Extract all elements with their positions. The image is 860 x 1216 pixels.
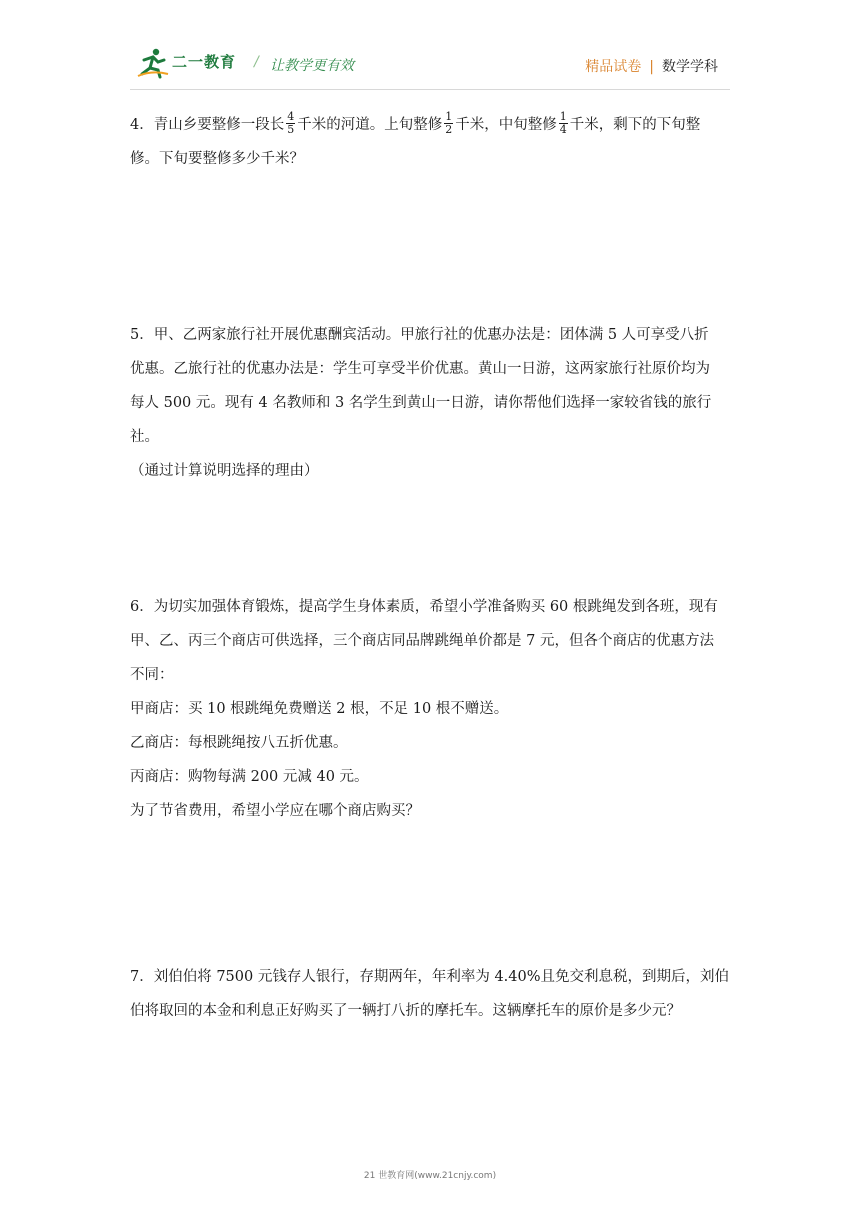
question-5-line-1: 5．甲、乙两家旅行社开展优惠酬宾活动。甲旅行社的优惠办法是：团体满 5 人可享受八折 [130, 327, 709, 343]
q4-text-1: 4．青山乡要整修一段长 [130, 117, 285, 133]
question-4-line-2: 修。下旬要整修多少千米？ [130, 151, 304, 167]
question-6-line-3: 不同： [130, 667, 174, 683]
header-divider [130, 89, 730, 90]
fraction-1-4: $\frac{1}{4}$ [559, 109, 567, 136]
brand-left: 精品试卷 [585, 59, 642, 75]
question-6-line-1: 6．为切实加强体育锻炼，提高学生身体素质，希望小学准备购买 60 根跳绳发到各班，现有 [130, 599, 718, 615]
question-7-line-1: 7．刘伯伯将 7500 元钱存人银行，存期两年，年利率为 4.40%且免交利息税，到期后，刘伯 [130, 969, 730, 985]
logo [136, 46, 246, 82]
question-7 [130, 960, 735, 1028]
question-6-line-4: 甲商店：买 10 根跳绳免费赠送 2 根，不足 10 根不赠送。 [130, 701, 509, 717]
fraction-1-2: $\frac{1}{2}$ [445, 109, 453, 136]
question-5 [130, 318, 735, 488]
slogan-separator: / [254, 54, 259, 70]
question-6-line-6: 丙商店：购物每满 200 元减 40 元。 [130, 769, 369, 785]
question-6-line-5: 乙商店：每根跳绳按八五折优惠。 [130, 735, 348, 751]
slogan: 让教学更有效 [270, 58, 354, 74]
q4-text-3: 千米，中旬整修 [455, 117, 557, 133]
brand-label [585, 56, 718, 76]
question-6-line-7: 为了节省费用，希望小学应在哪个商店购买？ [130, 803, 420, 819]
question-4 [130, 108, 735, 176]
page-footer: 21 世教育网(www.21cnjy.com) [363, 1171, 497, 1181]
logo-text: 二一教育 [172, 53, 237, 71]
question-6-line-2: 甲、乙、丙三个商店可供选择，三个商店同品牌跳绳单价都是 7 元，但各个商店的优惠方法 [130, 633, 714, 649]
question-4-line-1 [130, 108, 735, 142]
q4-text-2: 千米的河道。上旬整修 [297, 117, 443, 133]
question-6 [130, 590, 735, 828]
fraction-4-5: $\frac{4}{5}$ [287, 109, 295, 136]
brand-separator: | [649, 59, 654, 75]
question-5-line-2: 优惠。乙旅行社的优惠办法是：学生可享受半价优惠。黄山一日游，这两家旅行社原价均为 [130, 361, 710, 377]
question-7-line-2: 伯将取回的本金和利息正好购买了一辆打八折的摩托车。这辆摩托车的原价是多少元？ [130, 1003, 681, 1019]
page-header [0, 0, 860, 95]
brand-right: 数学学科 [662, 59, 718, 75]
runner-logo-icon [136, 46, 170, 80]
question-5-line-3: 每人 500 元。现有 4 名教师和 3 名学生到黄山一日游，请你帮他们选择一家较省钱的旅行社。 [130, 395, 712, 445]
q4-text-4: 千米，剩下的下旬整 [569, 117, 701, 133]
question-5-line-4: （通过计算说明选择的理由） [130, 463, 319, 479]
